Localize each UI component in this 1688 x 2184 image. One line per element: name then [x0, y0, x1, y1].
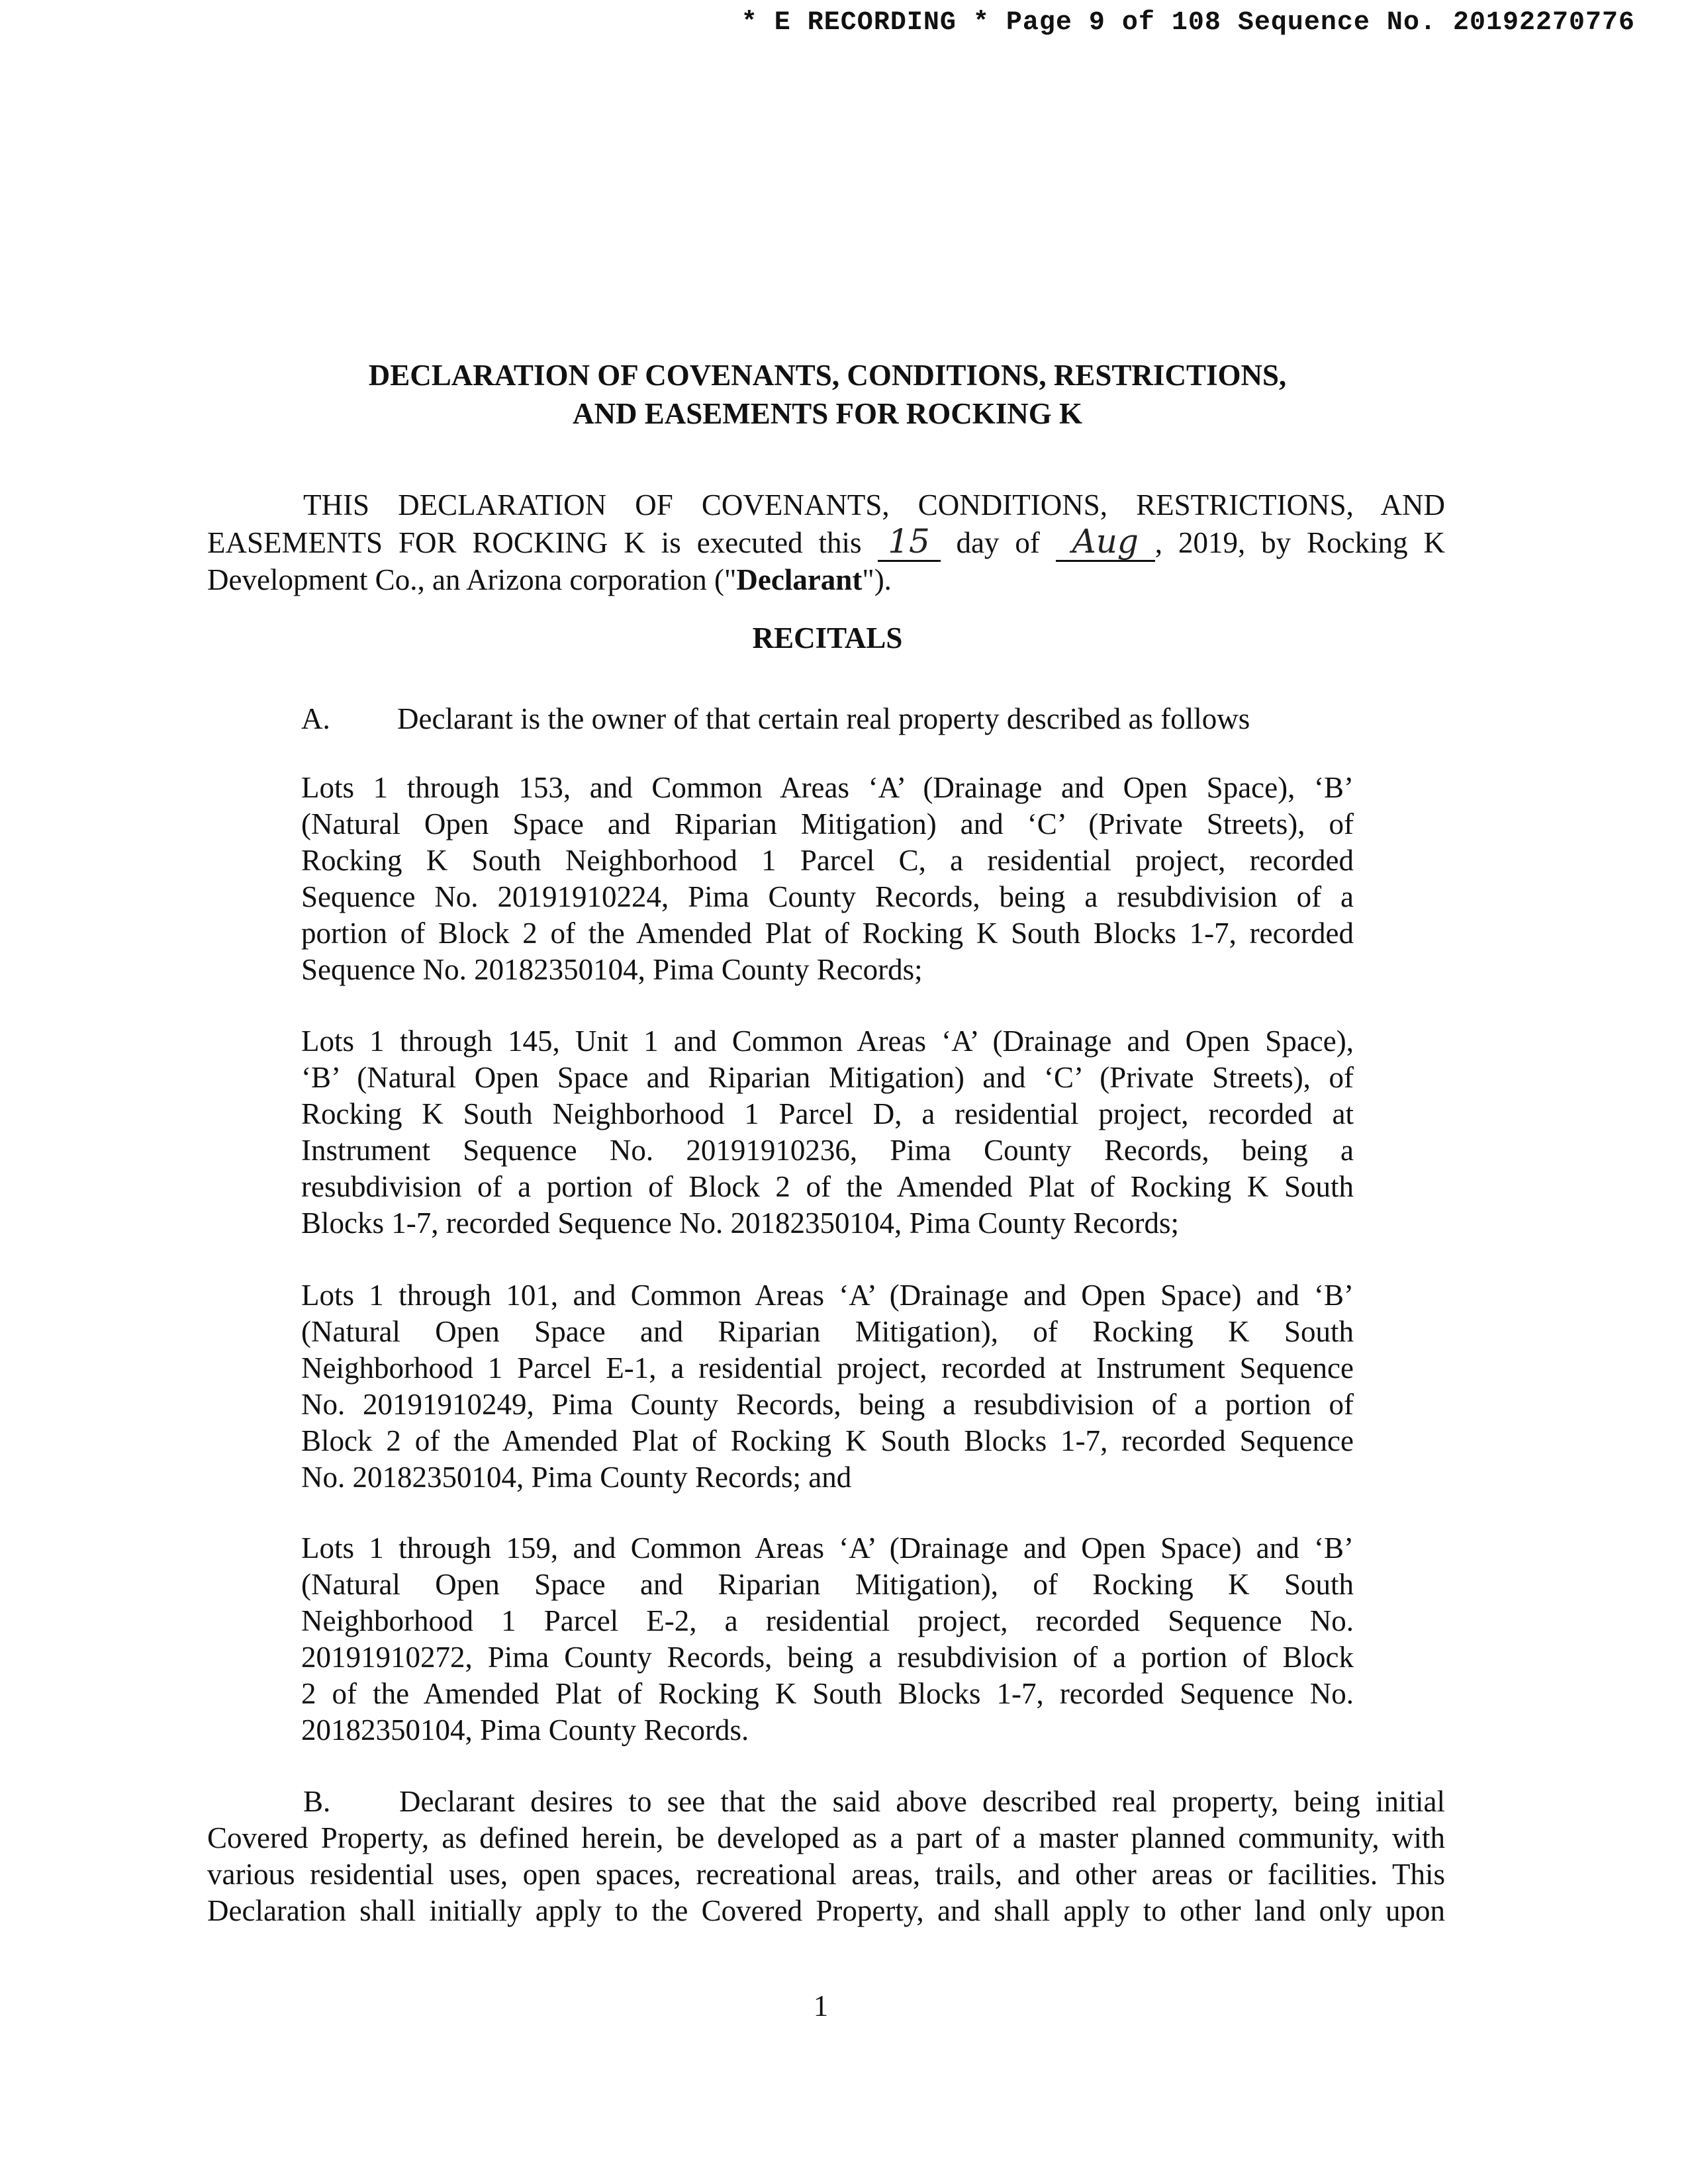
lot-line: ‘B’ (Natural Open Space and Riparian Mitigation) and ‘C’ (Private Streets), of [301, 1061, 1354, 1094]
recital-b-line-1 [207, 1784, 1445, 1820]
lot-line: (Natural Open Space and Riparian Mitigation), of Rocking K South [301, 1315, 1354, 1348]
lot-line: 2 of the Amended Plat of Rocking K South Blocks 1-7, recorded Sequence No. [301, 1677, 1354, 1710]
lot-line: (Natural Open Space and Riparian Mitigation) and ‘C’ (Private Streets), of [301, 807, 1354, 841]
recording-stamp-header: * E RECORDING * Page 9 of 108 Sequence No. 20192270776 [741, 8, 1635, 38]
recital-b-line: Declaration shall initially apply to the Covered Property, and shall apply to other land only upon [207, 1894, 1445, 1927]
handwritten-day: 15 [878, 523, 941, 562]
lot-line: (Natural Open Space and Riparian Mitigation), of Rocking K South [301, 1568, 1354, 1601]
lot-line: Lots 1 through 159, and Common Areas ‘A’ (Drainage and Open Space) and ‘B’ [301, 1531, 1354, 1565]
lot-line: Neighborhood 1 Parcel E-1, a residential project, recorded at Instrument Sequence [301, 1351, 1354, 1385]
title-line-1: DECLARATION OF COVENANTS, CONDITIONS, RESTRICTIONS, [368, 359, 1287, 392]
lot-line: No. 20191910249, Pima County Records, being a resubdivision of a portion of [301, 1388, 1354, 1421]
recitals-heading: RECITALS [752, 621, 903, 655]
lot-line: Lots 1 through 101, and Common Areas ‘A’ (Drainage and Open Space) and ‘B’ [301, 1279, 1354, 1312]
lot-line: 20191910272, Pima County Records, being a resubdivision of a portion of Block [301, 1641, 1354, 1674]
intro-line-3 [207, 562, 1445, 598]
recital-a-text: Declarant is the owner of that certain real property described as follows [397, 702, 1250, 735]
lot-line: resubdivision of a portion of Block 2 of the Amended Plat of Rocking K South [301, 1170, 1354, 1203]
lot-line-last: Sequence No. 20182350104, Pima County Records; [301, 953, 923, 986]
lot-line: Rocking K South Neighborhood 1 Parcel D, a residential project, recorded at [301, 1097, 1354, 1130]
recital-b-letter: B. [303, 1785, 331, 1818]
lot-description-parcel-e2 [301, 1530, 1354, 1749]
intro-paragraph [207, 487, 1445, 598]
intro-line-3-start: Development Co., an Arizona corporation (" [207, 563, 737, 596]
lot-line-last: Blocks 1-7, recorded Sequence No. 20182350104, Pima County Records; [301, 1206, 1180, 1240]
lot-line: Block 2 of the Amended Plat of Rocking K South Blocks 1-7, recorded Sequence [301, 1424, 1354, 1457]
lot-description-parcel-e1 [301, 1277, 1354, 1496]
recital-b-line: Covered Property, as defined herein, be developed as a part of a master planned community, with [207, 1821, 1445, 1854]
lot-line: Rocking K South Neighborhood 1 Parcel C, a residential project, recorded [301, 844, 1354, 877]
lot-line: Instrument Sequence No. 20191910236, Pima County Records, being a [301, 1134, 1354, 1167]
recital-b-line: various residential uses, open spaces, recreational areas, trails, and other areas or facilities. This [207, 1858, 1445, 1891]
title-line-2: AND EASEMENTS FOR ROCKING K [572, 397, 1083, 430]
intro-line-2-start: EASEMENTS FOR ROCKING K is executed this [207, 526, 862, 559]
lot-line-last: 20182350104, Pima County Records. [301, 1713, 749, 1747]
recital-a-letter: A. [301, 702, 330, 735]
lot-line: Lots 1 through 145, Unit 1 and Common Areas ‘A’ (Drainage and Open Space), [301, 1024, 1354, 1058]
lot-line: Neighborhood 1 Parcel E-2, a residential project, recorded Sequence No. [301, 1604, 1354, 1637]
declarant-term: Declarant [736, 563, 863, 596]
lot-line: portion of Block 2 of the Amended Plat of Rocking K South Blocks 1-7, recorded [301, 917, 1354, 950]
lot-description-parcel-c [301, 770, 1354, 988]
lot-line-last: No. 20182350104, Pima County Records; and [301, 1461, 852, 1494]
intro-line-2 [207, 523, 1445, 562]
lot-line: Lots 1 through 153, and Common Areas ‘A’ (Drainage and Open Space), ‘B’ [301, 771, 1354, 804]
recital-b-line-1-text: Declarant desires to see that the said above described real property, being initial [399, 1785, 1445, 1818]
recital-b [207, 1784, 1445, 1929]
intro-line-3-end: "). [862, 563, 892, 596]
intro-line-1: THIS DECLARATION OF COVENANTS, CONDITIONS, RESTRICTIONS, AND [303, 488, 1445, 522]
recital-a [301, 702, 1250, 736]
lot-description-parcel-d [301, 1023, 1354, 1242]
intro-line-2-end: , 2019, by Rocking K [1154, 526, 1445, 559]
handwritten-month: Aug [1056, 523, 1155, 562]
intro-line-2-mid: day of [956, 526, 1040, 559]
lot-line: Sequence No. 20191910224, Pima County Records, being a resubdivision of a [301, 880, 1354, 913]
page-number: 1 [813, 1989, 829, 2023]
document-title [199, 356, 1456, 433]
